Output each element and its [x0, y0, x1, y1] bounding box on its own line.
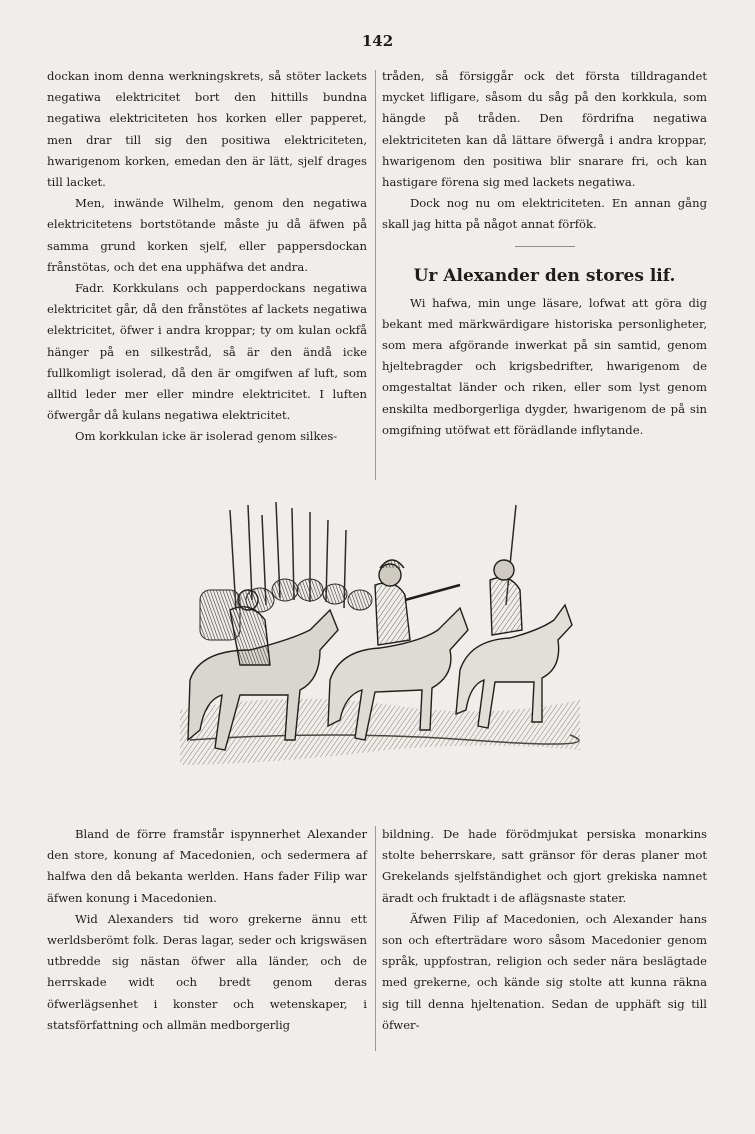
paragraph: Om korkkulan icke är isolerad genom silkes-: [75, 429, 338, 444]
woodcut-illustration-horsemen: [170, 490, 590, 790]
paragraph: tråden, så försiggår ock det första tilldragandet mycket lifligare, såsom du såg på den korkkula, som hängde på tråden. Den fördrifna negatiwa elektriciteten kan då lättare öfwergå i andra kroppar, hwarigenom den positiwa blir snarare fri, och kan hastigare förena sig med lackets negatiwa.: [382, 69, 707, 190]
paragraph: Wi hafwa, min unge läsare, lofwat att göra dig bekant med märkwärdigare historiska personligheter, som mera afgörande inwerkat på sin samtid, genom hjeltebragder och krigsbedrifter, hwarigenom de omgestaltat länder och riken, eller som lyst genom enskilta medborgerliga dygder, hwarigenom de på sin omgifning utöfwat ett förädlande inflytande.: [382, 295, 707, 437]
paragraph: Men, inwände Wilhelm, genom den negatiwa elektricitetens bortstötande måste ju då äfwen på samma grund korken sjelf, eller pappersdockan frånstötas, och det ena upphäfwa det andra.: [47, 196, 367, 274]
paragraph: Wid Alexanders tid woro grekerne ännu ett werldsberömt folk. Deras lagar, seder och krigswäsen utbredde sig nästan öfwer alla länder, och de herrskade widt och bredt genom deras öfwerlägsenhet i konster och wetenskaper, i statsförfattning och allmän medborgerlig: [47, 911, 367, 1032]
right-column-bottom: [382, 824, 707, 1036]
column-divider-top: [375, 70, 376, 480]
right-column-top: [382, 66, 707, 441]
left-column-bottom: [47, 824, 367, 1036]
section-divider: [515, 246, 575, 247]
section-heading: Ur Alexander den stores lif.: [413, 265, 676, 286]
paragraph: Äfwen Filip af Macedonien, och Alexander hans son och efterträdare woro såsom Macedonier genom språk, uppfostran, religion och seder nära beslägtade med grekerne, och kände sig stolte att kunna räkna sig till denna hjeltenation. Sedan de upphäft sig till öfwer-: [382, 911, 707, 1032]
paragraph: bildning. De hade förödmjukat persiska monarkins stolte beherrskare, satt gränsor för deras planer mot Grekelands sjelfständighet och gjort grekiska namnet äradt och fruktadt i de aflägsnaste stater.: [382, 827, 707, 905]
paragraph: Dock nog nu om elektriciteten. En annan gång skall jag hitta på något annat förfök.: [382, 196, 707, 232]
paragraph: Fadr. Korkkulans och papperdockans negatiwa elektricitet går, då den frånstötes af lackets negatiwa elektricitet, öfwer i andra kroppar; ty om kulan ockfå hänger på en silkestråd, så är den ändå icke fullkomligt isolerad, då den är omgifwen af luft, som alltid leder mer eller mindre elektricitet. I luften öfwergår då kulans negatiwa elektricitet.: [47, 281, 367, 423]
page-number: 142: [361, 32, 394, 50]
paragraph: Bland de förre framstår ispynnerhet Alexander den store, konung af Macedonien, och sedermera af halfwa den då bekanta werlden. Hans fader Filip war äfwen konung i Macedonien.: [47, 827, 367, 905]
paragraph: dockan inom denna werkningskrets, så stöter lackets negatiwa elektricitet bort den hittills bundna negatiwa elektriciteten hos korken eller papperet, men drar till sig den positiwa elektriciteten, hwarigenom korken, emedan den är lätt, sjelf drages till lacket.: [47, 69, 367, 190]
left-column-top: [47, 66, 367, 448]
column-divider-bottom: [375, 826, 376, 1051]
